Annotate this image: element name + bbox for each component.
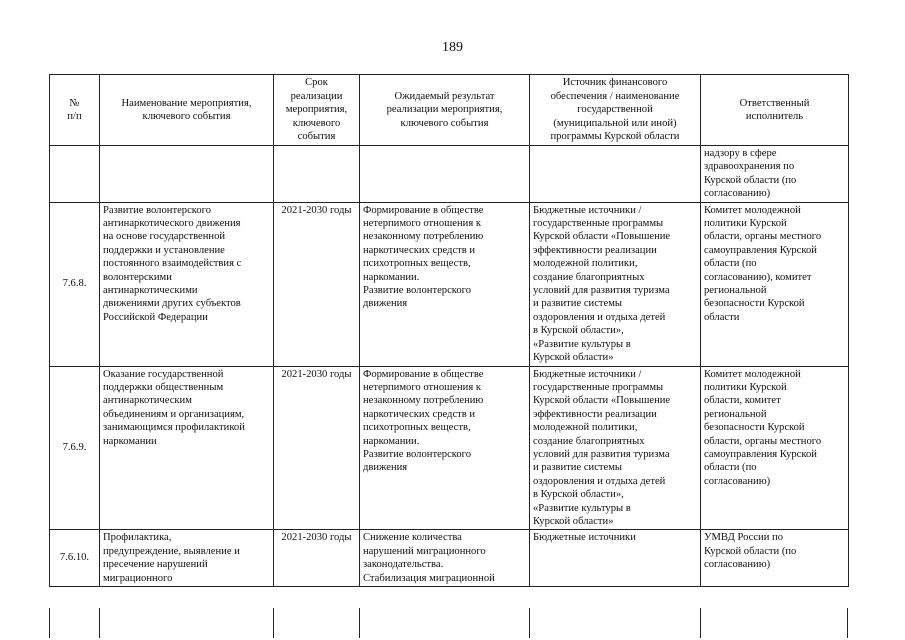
column-rule: [529, 608, 530, 638]
table-continuation-lines: [49, 608, 848, 638]
table-row: [50, 202, 849, 366]
column-rule: [700, 608, 701, 638]
cell-term: 2021-2030 годы: [274, 530, 360, 587]
page-number: 189: [442, 40, 463, 55]
cell-num: 7.6.10.: [50, 530, 100, 587]
cell-empty: [100, 146, 274, 203]
column-rule: [49, 608, 50, 638]
cell-num: 7.6.9.: [50, 366, 100, 530]
table-header-row: [50, 75, 849, 146]
cell-source: Бюджетные источники / государственные программы Курской области «Повышение эффективности реализации молодежной политики, создание благоприятных условий для развития туризма и развитие системы оздоровления и отдыха детей в Курской области», «Развитие культуры в Курской области»: [530, 366, 701, 530]
cell-responsible: Комитет молодежной политики Курской области, комитет региональной безопасности Курской области, органы местного самоуправления Курской области (по согласованию): [701, 366, 849, 530]
column-rule: [847, 608, 848, 638]
cell-result: Формирование в обществе нетерпимого отношения к незаконному потреблению наркотических средств и психотропных веществ, наркомании. Развитие волонтерского движения: [360, 366, 530, 530]
cell-term: 2021-2030 годы: [274, 366, 360, 530]
cell-responsible: УМВД России по Курской области (по согласованию): [701, 530, 849, 587]
cell-empty: [50, 146, 100, 203]
header-responsible: Ответственный исполнитель: [701, 75, 849, 146]
header-num: № п/п: [50, 75, 100, 146]
cell-name: Развитие волонтерского антинаркотического движения на основе государственной поддержки и установление постоянного взаимодействия с волонтерскими антинаркотическими движениями других субъектов Российской Федерации: [100, 202, 274, 366]
cell-name: Оказание государственной поддержки общественным антинаркотическим объединениям и организациям, занимающимся профилактикой наркомании: [100, 366, 274, 530]
activities-table: [49, 74, 849, 587]
table-row: [50, 530, 849, 587]
continuation-row: [50, 146, 849, 203]
column-rule: [359, 608, 360, 638]
cell-term: 2021-2030 годы: [274, 202, 360, 366]
header-term: Срок реализации мероприятия, ключевого события: [274, 75, 360, 146]
cell-empty: [530, 146, 701, 203]
cell-result: Снижение количества нарушений миграционного законодательства. Стабилизация миграционной: [360, 530, 530, 587]
cell-source: Бюджетные источники / государственные программы Курской области «Повышение эффективности реализации молодежной политики, создание благоприятных условий для развития туризма и развитие системы оздоровления и отдыха детей в Курской области», «Развитие культуры в Курской области»: [530, 202, 701, 366]
cell-num: 7.6.8.: [50, 202, 100, 366]
cell-name: Профилактика, предупреждение, выявление и пресечение нарушений миграционного: [100, 530, 274, 587]
column-rule: [273, 608, 274, 638]
header-name: Наименование мероприятия, ключевого события: [100, 75, 274, 146]
cell-responsible: надзору в сфере здравоохранения по Курской области (по согласованию): [701, 146, 849, 203]
header-source: Источник финансового обеспечения / наименование государственной (муниципальной или иной) программы Курской области: [530, 75, 701, 146]
cell-empty: [274, 146, 360, 203]
cell-empty: [360, 146, 530, 203]
table-row: [50, 366, 849, 530]
header-result: Ожидаемый результат реализации мероприятия, ключевого события: [360, 75, 530, 146]
column-rule: [99, 608, 100, 638]
cell-source: Бюджетные источники: [530, 530, 701, 587]
cell-result: Формирование в обществе нетерпимого отношения к незаконному потреблению наркотических средств и психотропных веществ, наркомании. Развитие волонтерского движения: [360, 202, 530, 366]
cell-responsible: Комитет молодежной политики Курской области, органы местного самоуправления Курской области (по согласованию), комитет региональной безопасности Курской области: [701, 202, 849, 366]
